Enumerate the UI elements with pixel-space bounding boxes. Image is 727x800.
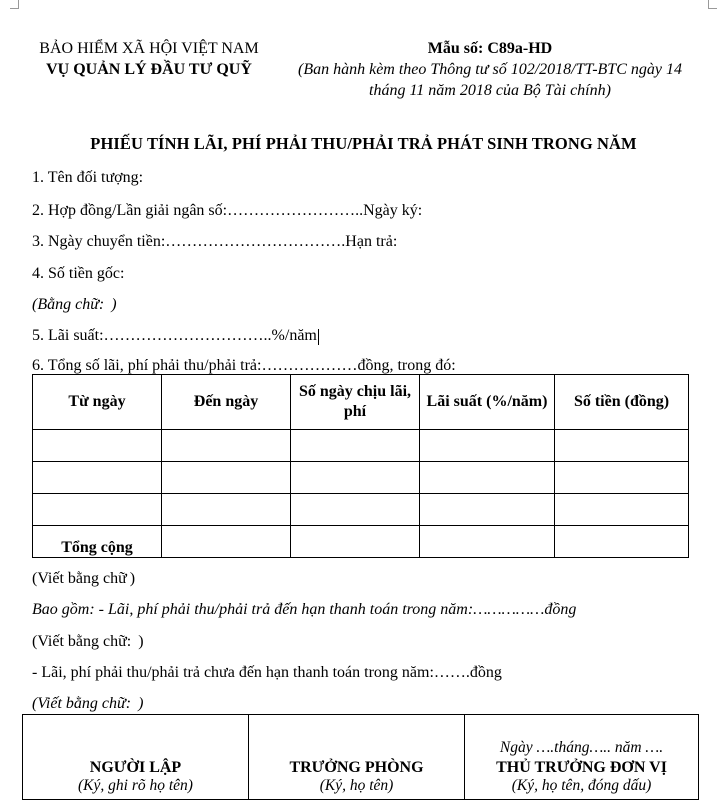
field-total-in-words[interactable]: [32, 566, 704, 588]
field-due-interest-in-words[interactable]: [32, 629, 704, 651]
signature-hint: (Ký, họ tên, đóng dấu): [511, 777, 652, 794]
column-header-from-date: Từ ngày: [33, 375, 162, 430]
close-paren: ): [138, 695, 144, 712]
signature-unit-head[interactable]: [465, 715, 699, 800]
column-header-days: Số ngày chịu lãi, phí: [291, 375, 420, 430]
table-cell[interactable]: [420, 494, 555, 526]
table-cell[interactable]: [291, 494, 420, 526]
table-cell[interactable]: [420, 526, 555, 558]
signature-role: TRƯỞNG PHÒNG: [289, 759, 424, 776]
table-cell[interactable]: [162, 430, 291, 462]
field-not-due-interest[interactable]: [32, 660, 704, 682]
field-label: (Bằng chữ:: [32, 296, 105, 313]
unit-label: đồng, trong đó:: [357, 357, 456, 374]
field-label: 6. Tổng số lãi, phí phải thu/phải trả:: [32, 357, 262, 374]
table-row: [33, 430, 689, 462]
field-label: 4. Số tiền gốc:: [32, 265, 125, 282]
fill-dots: …………………………..: [103, 327, 272, 344]
close-paren: ): [111, 296, 117, 313]
unit-label: đồng: [469, 664, 502, 681]
table-cell[interactable]: [555, 462, 689, 494]
form-legal-note: (Ban hành kèm theo Thông tư số 102/2018/TT-BTC ngày 14 tháng 11 năm 2018 của Bộ Tài chính): [298, 61, 682, 99]
unit-label: %/năm: [271, 327, 317, 344]
close-paren: ): [138, 633, 144, 650]
field-label: - Lãi, phí phải thu/phải trả chưa đến hạn thanh toán trong năm:: [32, 664, 434, 681]
table-cell[interactable]: [162, 462, 291, 494]
field-label-sign-date: Ngày ký:: [363, 202, 423, 219]
fill-dots: ………………: [261, 357, 358, 374]
table-row: [33, 494, 689, 526]
column-header-to-date: Đến ngày: [162, 375, 291, 430]
form-code: Mẫu số: C89a-HD: [427, 40, 553, 57]
table-cell[interactable]: [291, 526, 420, 558]
document-title: PHIẾU TÍNH LÃI, PHÍ PHẢI THU/PHẢI TRẢ PHÁT SINH TRONG NĂM: [90, 134, 637, 153]
field-label: 3. Ngày chuyển tiền:: [32, 233, 166, 250]
column-header-amount: Số tiền (đồng): [555, 375, 689, 430]
form-identifier: [280, 38, 700, 101]
field-label: 1. Tên đối tượng:: [32, 169, 144, 186]
fill-dots: ……………………..: [227, 202, 364, 219]
table-cell[interactable]: [33, 430, 162, 462]
fill-dots: …….: [433, 664, 470, 681]
field-contract-number[interactable]: [32, 198, 704, 220]
field-transfer-date[interactable]: [32, 229, 704, 251]
field-object-name[interactable]: [32, 165, 704, 187]
field-total-interest[interactable]: [32, 353, 704, 375]
page-corner-mark-left: [10, 0, 19, 9]
unit-label: đồng: [544, 601, 577, 618]
table-cell[interactable]: [555, 526, 689, 558]
table-cell[interactable]: [291, 430, 420, 462]
signature-hint: (Ký, ghi rõ họ tên): [78, 777, 193, 794]
table-cell[interactable]: [291, 462, 420, 494]
table-cell[interactable]: [555, 494, 689, 526]
table-cell[interactable]: [555, 430, 689, 462]
signature-date: Ngày ….tháng….. năm ….: [499, 739, 664, 756]
field-label: (Viết bằng chữ:: [32, 633, 132, 650]
table-row: [33, 462, 689, 494]
column-header-rate: Lãi suất (%/năm): [420, 375, 555, 430]
table-cell[interactable]: [33, 462, 162, 494]
text-cursor: [318, 329, 319, 345]
signature-role: NGƯỜI LẬP: [89, 759, 182, 776]
signature-preparer[interactable]: [23, 715, 249, 800]
signature-hint: (Ký, họ tên): [319, 777, 394, 794]
table-cell[interactable]: [420, 430, 555, 462]
table-total-row: [33, 526, 689, 558]
table-cell[interactable]: [162, 526, 291, 558]
table-cell[interactable]: [420, 462, 555, 494]
signature-table: [22, 714, 699, 800]
field-label: (Viết bằng chữ: [32, 570, 127, 587]
interest-table: [32, 374, 689, 558]
organization-header: [36, 38, 262, 80]
field-label: Bao gồm: - Lãi, phí phải thu/phải trả đến hạn thanh toán trong năm:: [32, 601, 474, 618]
organization-name: BẢO HIỂM XÃ HỘI VIỆT NAM: [39, 40, 259, 57]
total-label: Tổng cộng: [33, 526, 162, 558]
table-cell[interactable]: [33, 494, 162, 526]
page-corner-mark-right: [708, 0, 717, 9]
field-label: 5. Lãi suất:: [32, 327, 104, 344]
field-interest-rate[interactable]: [32, 323, 704, 345]
fill-dots: ……………: [473, 601, 545, 618]
signature-row: [23, 715, 699, 800]
field-principal[interactable]: [32, 261, 704, 283]
field-principal-in-words[interactable]: [32, 292, 704, 314]
fill-dots: …………………………….: [165, 233, 346, 250]
field-label: (Viết bằng chữ:: [32, 695, 132, 712]
table-header-row: [33, 375, 689, 430]
field-due-interest[interactable]: [32, 597, 704, 619]
signature-role: THỦ TRƯỞNG ĐƠN VỊ: [496, 759, 667, 776]
table-cell[interactable]: [162, 494, 291, 526]
field-not-due-interest-in-words[interactable]: [32, 691, 704, 713]
signature-department-head[interactable]: [249, 715, 465, 800]
field-label: 2. Hợp đồng/Lần giải ngân số:: [32, 202, 228, 219]
close-paren: ): [129, 570, 136, 587]
field-label-due-date: Hạn trả:: [345, 233, 398, 250]
department-name: VỤ QUẢN LÝ ĐẦU TƯ QUỸ: [46, 61, 252, 78]
